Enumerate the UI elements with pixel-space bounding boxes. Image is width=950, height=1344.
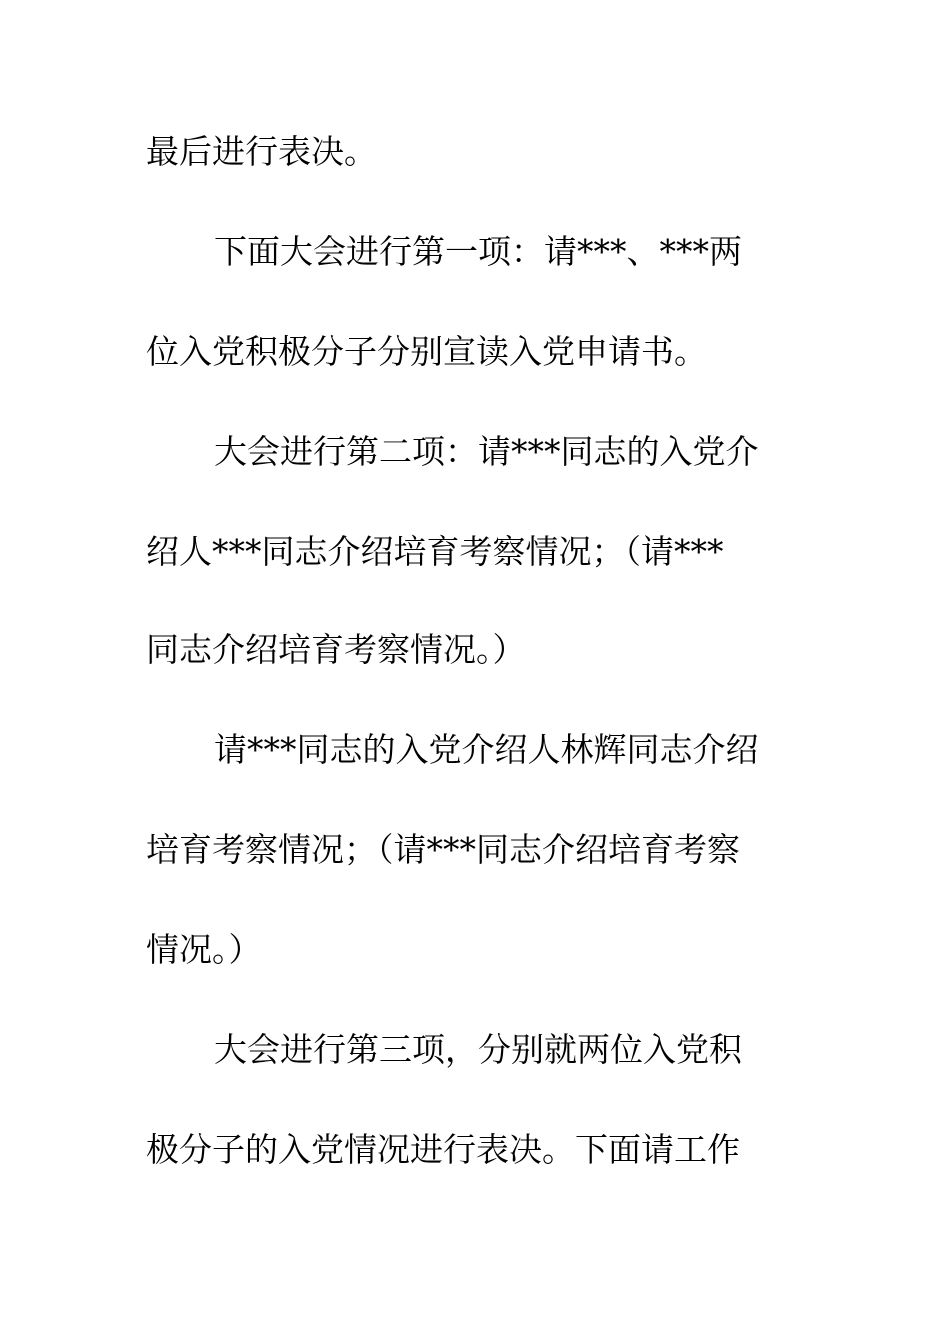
text-line-3: 位入党积极分子分别宣读入党申请书。 (146, 332, 707, 371)
text-line-7: 请***同志的入党介绍人林辉同志介绍 (214, 730, 759, 769)
text-line-5: 绍人***同志介绍培育考察情况；（请*** (146, 532, 724, 571)
text-line-6: 同志介绍培育考察情况。） (146, 630, 526, 669)
text-line-9: 情况。） (146, 930, 262, 969)
text-line-4: 大会进行第二项：请***同志的入党介 (214, 432, 759, 471)
text-line-1: 最后进行表决。 (146, 132, 377, 171)
text-line-8: 培育考察情况；（请***同志介绍培育考察 (146, 830, 740, 869)
text-line-11: 极分子的入党情况进行表决。下面请工作 (146, 1130, 740, 1169)
text-line-2: 下面大会进行第一项：请***、***两 (214, 232, 742, 271)
text-line-10: 大会进行第三项，分别就两位入党积 (214, 1030, 742, 1069)
